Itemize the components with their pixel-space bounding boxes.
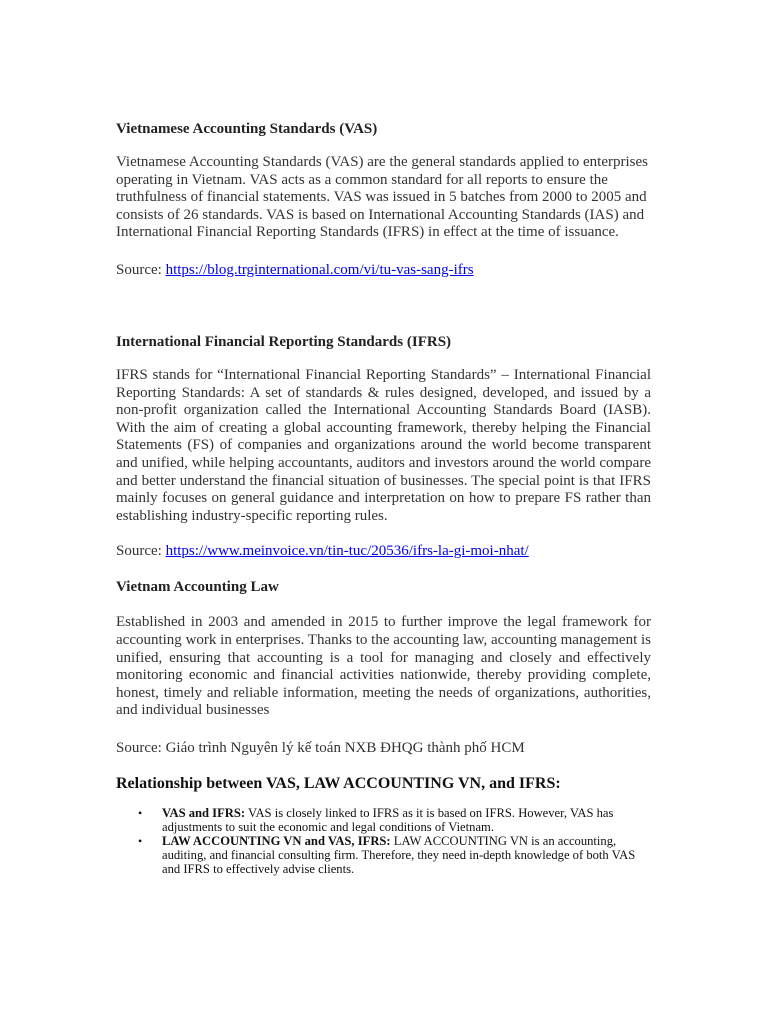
relationship-list bbox=[116, 806, 651, 876]
vas-source bbox=[116, 260, 651, 280]
ifrs-source-label: Source: bbox=[116, 543, 166, 560]
ifrs-source bbox=[116, 541, 651, 561]
relationship-heading: Relationship between VAS, LAW ACCOUNTING VN, and IFRS: bbox=[116, 774, 561, 792]
ifrs-source-link[interactable]: https://www.meinvoice.vn/tin-tuc/20536/ifrs-la-gi-moi-nhat/ bbox=[165, 543, 529, 560]
list-item bbox=[116, 806, 651, 834]
vas-source-link[interactable]: https://blog.trginternational.com/vi/tu-vas-sang-ifrs bbox=[165, 261, 474, 278]
bullet-icon: • bbox=[138, 805, 143, 820]
list-item-text: LAW ACCOUNTING VN is an accounting, auditing, and financial consulting firm. Therefore, they need in-depth knowledge of both VAS and IFRS to effectively advise clients. bbox=[162, 833, 636, 876]
law-body: Established in 2003 and amended in 2015 to further improve the legal framework for accounting work in enterprises. Thanks to the accounting law, accounting management is unified, ensuring that accounting is a tool for managing and closely and effectively monitoring economic and financial activities nationwide, thereby providing complete, honest, timely and reliable information, meeting the needs of organizations, authorities, and individual businesses bbox=[116, 614, 651, 719]
ifrs-heading: International Financial Reporting Standards (IFRS) bbox=[116, 333, 452, 350]
vas-source-label: Source: bbox=[116, 261, 166, 278]
law-source: Source: Giáo trình Nguyên lý kế toán NXB ĐHQG thành phố HCM bbox=[116, 739, 525, 756]
ifrs-body: IFRS stands for “International Financial Reporting Standards” – International Financial Reporting Standards: A set of standards & rules designed, developed, and issued by a non-profit organization called the International Accounting Standards Board (IASB). With the aim of creating a global accounting framework, thereby helping the Financial Statements (FS) of companies and organizations around the world become transparent and unified, while helping accountants, auditors and investors around the world compare and better understand the financial situation of businesses. The special point is that IFRS mainly focuses on general guidance and interpretation on how to prepare FS rather than establishing industry-specific reporting rules. bbox=[116, 366, 651, 524]
list-item-term: VAS and IFRS: bbox=[162, 805, 246, 820]
list-item bbox=[116, 834, 651, 876]
list-item-term: LAW ACCOUNTING VN and VAS, IFRS: bbox=[162, 833, 391, 848]
list-item-text: VAS is closely linked to IFRS as it is based on IFRS. However, VAS has adjustments to suit the economic and legal conditions of Vietnam. bbox=[162, 805, 614, 834]
bullet-icon: • bbox=[138, 833, 143, 848]
law-heading: Vietnam Accounting Law bbox=[116, 579, 279, 596]
document-page bbox=[116, 119, 651, 876]
vas-body: Vietnamese Accounting Standards (VAS) are the general standards applied to enterprises operating in Vietnam. VAS acts as a common standard for all reports to ensure the truthfulness of financial statements. VAS was issued in 5 batches from 2000 to 2005 and consists of 26 standards. VAS is based on International Accounting Standards (IAS) and International Financial Reporting Standards (IFRS) in effect at the time of issuance. bbox=[116, 154, 648, 241]
vas-heading: Vietnamese Accounting Standards (VAS) bbox=[116, 121, 378, 137]
